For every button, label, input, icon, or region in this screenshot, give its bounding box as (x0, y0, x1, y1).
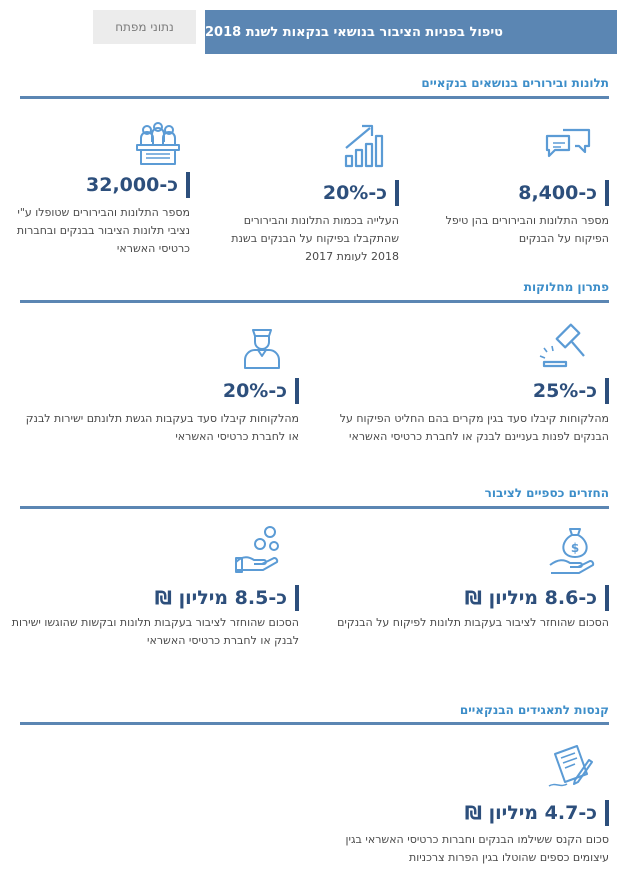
stat-value: כ-8.6 מיליון ₪ (464, 587, 597, 609)
page-title: טיפול בפניות הציבור בנושאי בנקאות לשנת 2018 (205, 10, 617, 54)
stat-refund-supervisor (465, 585, 609, 611)
stat-value: כ-20% (322, 182, 387, 204)
representative-icon (237, 322, 287, 372)
coins-hand-icon (234, 524, 284, 574)
section-title-fines: קנסות לתאגידים הבנקאיים (459, 703, 609, 717)
stat-description: העלייה בכמות התלונות והבירורים שהתקבלו בפיקוח על הבנקים בשנת 2018 לעומת 2017 (231, 214, 399, 263)
stat-value: כ-8.5 מיליון ₪ (154, 587, 287, 609)
section-divider (20, 96, 609, 99)
stat-fines (465, 800, 609, 826)
stat-description: מהלקוחות קיבלו סעד בעקבות הגשת תלונתם ישירות לבנק או לחברת כרטיסי האשראי (25, 412, 299, 443)
section-title-disputes: פתרון מחלוקות (523, 280, 609, 294)
gavel-icon (538, 322, 588, 372)
stat-description: מהלקוחות קיבלו סעד בגין מקרים בהם החליט הפיקוח על הבנקים לפנות בעניינם לבנק או לחברת כרטיסי האשראי (339, 412, 609, 443)
stat-ombudsman-cases (86, 172, 190, 198)
stat-supervisor-relief (533, 378, 609, 404)
section-divider (20, 300, 609, 303)
stat-direct-relief (223, 378, 299, 404)
svg-text:$: $ (570, 541, 580, 555)
stat-complaints-handled (518, 180, 609, 206)
stat-value: כ-8,400 (518, 182, 597, 204)
stat-description: הסכום שהוחזר לציבור בעקבות תלונות לפיקוח על הבנקים (337, 616, 609, 629)
section-title-refunds: החזרים כספיים לציבור (484, 486, 609, 500)
growth-chart-icon (340, 120, 390, 170)
section-divider (20, 506, 609, 509)
stat-value: כ-25% (532, 380, 597, 402)
stat-value: כ-32,000 (86, 174, 178, 196)
section-divider (20, 722, 609, 725)
stat-description: מספר התלונות והבירורים שטופלו ע"י נציבי תלונות הציבור בבנקים ובחברות כרטיסי האשראי (16, 206, 190, 255)
section-title-complaints: תלונות ובירורים בנושאים בנקאיים (421, 76, 609, 90)
stat-description: הסכום שהוחזר לציבור בעקבות תלונות ובקשות שהוגשו ישירות לבנק או לחברת כרטיסי האשראי (11, 616, 299, 647)
stat-refund-direct (155, 585, 299, 611)
stat-description: סכום הקנס ששילמו הבנקים וחברות כרטיסי האשראי בגין עיצומים כספים שהוטלו בגין הפרות צרכניות (345, 833, 609, 864)
service-desk-icon (133, 118, 183, 168)
document-pen-icon (545, 740, 595, 790)
money-bag-hand-icon (548, 525, 598, 575)
speech-bubbles-icon (543, 122, 593, 172)
stat-growth (323, 180, 399, 206)
stat-value: כ-4.7 מיליון ₪ (464, 802, 597, 824)
stat-value: כ-20% (222, 380, 287, 402)
stat-description: מספר התלונות והבירורים בהן טיפל הפיקוח על הבנקים (445, 214, 609, 245)
key-data-tab[interactable]: נתוני מפתח (93, 10, 196, 44)
